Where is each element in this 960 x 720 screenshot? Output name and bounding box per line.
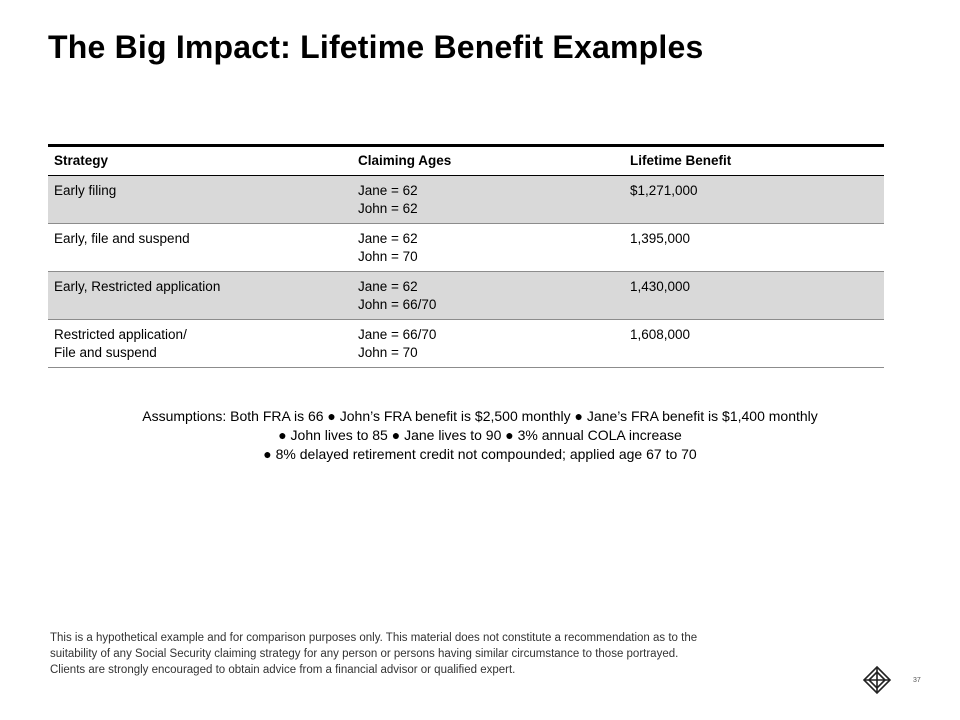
assumptions-text [0,407,960,464]
disclaimer-line: Clients are strongly encouraged to obtain advice from a financial advisor or qualified expert. [50,664,516,676]
john-age: John = 66/70 [358,297,437,312]
strategy-text: Early, Restricted application [54,279,221,294]
strategy-text: Restricted application/ [54,327,187,342]
table-row [48,272,884,320]
assumptions-line: ● 8% delayed retirement credit not compounded; applied age 67 to 70 [263,446,697,462]
column-header-lifetime-benefit: Lifetime Benefit [630,153,732,168]
john-age: John = 62 [358,201,418,216]
table-row [48,224,884,272]
lifetime-benefit-cell: $1,271,000 [630,183,698,198]
strategy-text: File and suspend [54,345,157,360]
company-logo-icon [862,665,892,695]
lifetime-benefit-cell: 1,608,000 [630,327,691,342]
benefit-table [48,144,884,368]
claiming-ages-cell [352,278,624,319]
assumptions-line: ● John lives to 85 ● Jane lives to 90 ● 3% annual COLA increase [278,427,682,443]
strategy-cell [48,278,352,319]
claiming-ages-cell [352,326,624,367]
table-row [48,176,884,224]
page-number: 37 [913,677,921,684]
table-row [48,320,884,368]
jane-age: Jane = 62 [358,183,418,198]
strategy-text: Early, file and suspend [54,231,190,246]
assumptions-line: Assumptions: Both FRA is 66 ● John’s FRA benefit is $2,500 monthly ● Jane’s FRA benefit is $1,400 monthly [142,408,818,424]
claiming-ages-cell [352,230,624,271]
john-age: John = 70 [358,249,418,264]
claiming-ages-cell [352,182,624,223]
strategy-cell [48,182,352,223]
john-age: John = 70 [358,345,418,360]
strategy-cell [48,230,352,271]
table-header-row [48,147,884,176]
strategy-cell [48,326,352,367]
column-header-strategy: Strategy [54,153,109,168]
lifetime-benefit-cell: 1,430,000 [630,279,691,294]
column-header-claiming-ages: Claiming Ages [358,153,452,168]
disclaimer [50,630,830,678]
disclaimer-line: This is a hypothetical example and for comparison purposes only. This material does not constitute a recommendation as to the [50,632,698,644]
page-title: The Big Impact: Lifetime Benefit Examples [48,29,704,65]
lifetime-benefit-cell: 1,395,000 [630,231,691,246]
disclaimer-line: suitability of any Social Security claiming strategy for any person or persons having similar circumstance to those portrayed. [50,648,679,660]
jane-age: Jane = 62 [358,231,418,246]
strategy-text: Early filing [54,183,117,198]
jane-age: Jane = 66/70 [358,327,437,342]
jane-age: Jane = 62 [358,279,418,294]
